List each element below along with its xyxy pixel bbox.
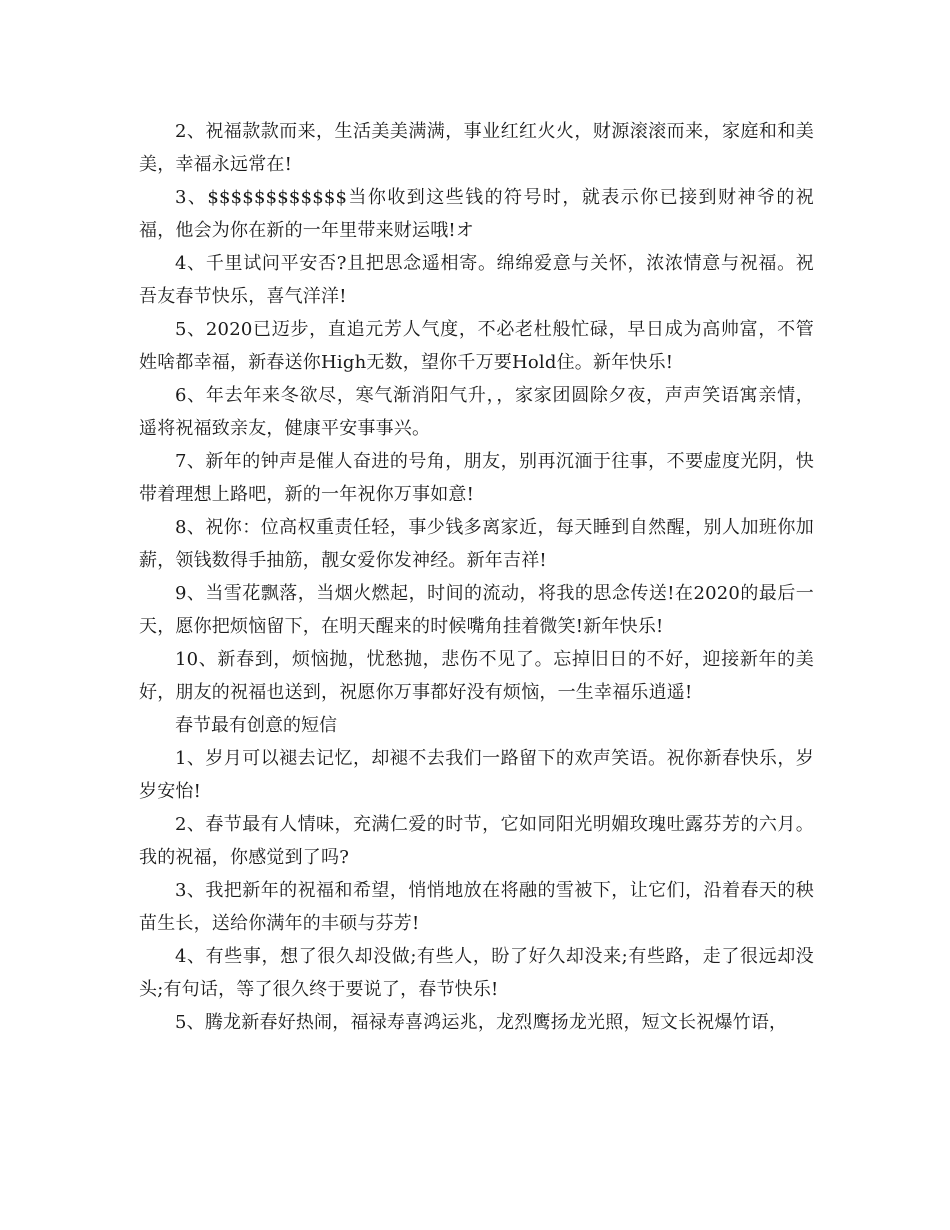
section-paragraph-4: 4、有些事，想了很久却没做;有些人，盼了好久却没来;有些路，走了很远却没头;有句话，等了很久终于要说了，春节快乐! (139, 946, 814, 1000)
paragraph-2: 2、祝福款款而来，生活美美满满，事业红红火火，财源滚滚而来，家庭和和美美，幸福永远常在! (139, 121, 814, 175)
paragraph-10: 10、新春到，烦恼抛，忧愁抛，悲伤不见了。忘掉旧日的不好，迎接新年的美好，朋友的祝福也送到，祝愿你万事都好没有烦恼，一生幸福乐逍遥! (139, 649, 814, 703)
section-paragraph-5: 5、腾龙新春好热闹，福禄寿喜鸿运兆，龙烈鹰扬龙光照，短文长祝爆竹语， (175, 1012, 788, 1033)
paragraph-3: 3、$$$$$$$$$$$$当你收到这些钱的符号时，就表示你已接到财神爷的祝福，他会为你在新的一年里带来财运哦!オ (139, 187, 814, 241)
paragraph-8: 8、祝你：位高权重责任轻，事少钱多离家近，每天睡到自然醒，别人加班你加薪，领钱数得手抽筋，靓女爱你发神经。新年吉祥! (139, 517, 814, 571)
paragraph-4: 4、千里试问平安否?且把思念遥相寄。绵绵爱意与关怀，浓浓情意与祝福。祝吾友春节快乐，喜气洋洋! (139, 253, 814, 307)
paragraph-6: 6、年去年来冬欲尽，寒气渐消阳气升，，家家团圆除夕夜，声声笑语寓亲情，遥将祝福致亲友，健康平安事事兴。 (139, 385, 814, 439)
section-paragraph-3: 3、我把新年的祝福和希望，悄悄地放在将融的雪被下，让它们，沿着春天的秧苗生长，送给你满年的丰硕与芬芳! (139, 880, 814, 934)
section-paragraph-1: 1、岁月可以褪去记忆，却褪不去我们一路留下的欢声笑语。祝你新春快乐，岁岁安怡! (139, 748, 814, 802)
section-paragraph-2: 2、春节最有人情味，充满仁爱的时节，它如同阳光明媚玫瑰吐露芬芳的六月。我的祝福，你感觉到了吗? (139, 814, 814, 868)
section-heading: 春节最有创意的短信 (175, 715, 337, 736)
paragraph-9: 9、当雪花飘落，当烟火燃起，时间的流动，将我的思念传送!在2020的最后一天，愿你把烦恼留下，在明天醒来的时候嘴角挂着微笑!新年快乐! (139, 583, 814, 637)
document-body (139, 115, 814, 1039)
paragraph-5: 5、2020已迈步，直追元芳人气度，不必老杜般忙碌，早日成为高帅富，不管姓啥都幸福，新春送你High无数，望你千万要Hold住。新年快乐! (139, 319, 814, 373)
paragraph-7: 7、新年的钟声是催人奋进的号角，朋友，别再沉湎于往事，不要虚度光阴，快带着理想上路吧，新的一年祝你万事如意! (139, 451, 814, 505)
